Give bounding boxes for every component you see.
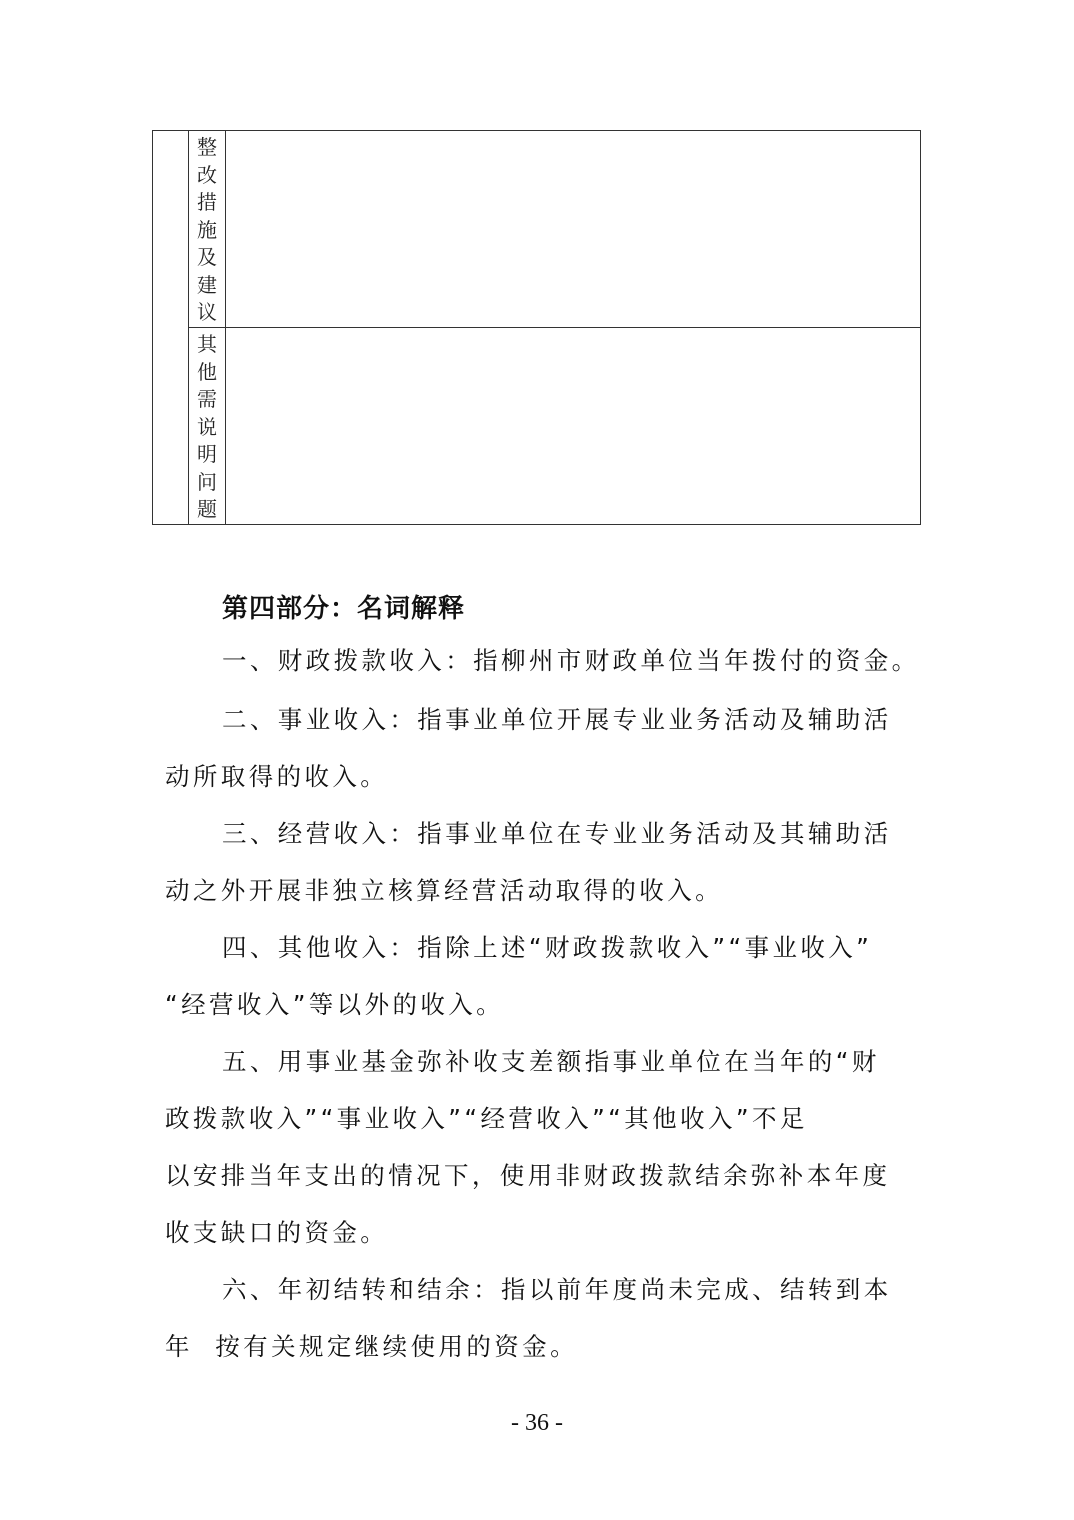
table-row-other-issues xyxy=(189,328,920,524)
row-label-char: 明 xyxy=(197,442,217,466)
row-label-char: 说 xyxy=(197,414,217,439)
row-label-char: 整 xyxy=(197,135,217,159)
glossary-paragraph xyxy=(165,1033,915,1261)
section-heading: 第四部分：名词解释 xyxy=(222,594,466,624)
table-left-margin-column xyxy=(153,131,189,524)
glossary-paragraph xyxy=(165,805,915,919)
row-label-char: 及 xyxy=(197,245,217,269)
row-label-char: 题 xyxy=(197,497,217,521)
row-label-char: 需 xyxy=(197,387,217,411)
glossary-paragraph xyxy=(165,1261,915,1375)
paragraph-line: 六、年初结转和结余：指以前年度尚未完成、结转到本 xyxy=(222,1275,892,1304)
paragraph-line: 年 按有关规定继续使用的资金。 xyxy=(165,1332,578,1361)
paragraph-line: 五、用事业基金弥补收支差额指事业单位在当年的“财 xyxy=(222,1047,880,1076)
paragraph-line: 动之外开展非独立核算经营活动取得的收入。 xyxy=(165,876,723,905)
row-label-char: 他 xyxy=(197,359,217,384)
form-table xyxy=(152,130,921,525)
paragraph-line: “经营收入”等以外的收入。 xyxy=(165,990,505,1019)
row-label-char: 改 xyxy=(197,162,217,187)
page-number: - 36 - xyxy=(511,1410,563,1436)
glossary-paragraph xyxy=(165,691,915,805)
glossary-section xyxy=(165,587,920,1375)
glossary-paragraph xyxy=(165,631,920,691)
row-label-char: 议 xyxy=(197,300,217,324)
row-label-char: 问 xyxy=(197,469,217,494)
glossary-paragraph xyxy=(165,919,915,1033)
row-label-rectification-measures xyxy=(189,131,226,327)
paragraph-line: 四、其他收入：指除上述“财政拨款收入”“事业收入” xyxy=(222,933,873,962)
row-label-char: 其 xyxy=(197,332,217,356)
paragraph-line: 二、事业收入：指事业单位开展专业业务活动及辅助活 xyxy=(222,705,892,734)
paragraph-line: 收支缺口的资金。 xyxy=(165,1218,389,1247)
row-label-char: 建 xyxy=(197,272,217,297)
paragraph-line: 一、财政拨款收入：指柳州市财政单位当年拨付的资金。 xyxy=(222,646,920,675)
row-content-other-issues xyxy=(226,328,920,524)
row-content-rectification-measures xyxy=(226,131,920,327)
paragraph-line: 以安排当年支出的情况下，使用非财政拨款结余弥补本年度 xyxy=(165,1161,891,1190)
row-label-char: 措 xyxy=(197,190,217,214)
row-label-char: 施 xyxy=(197,217,217,242)
table-row-rectification-measures xyxy=(189,131,920,328)
paragraph-line: 三、经营收入：指事业单位在专业业务活动及其辅助活 xyxy=(222,819,892,848)
paragraph-line: 政拨款收入”“事业收入”“经营收入”“其他收入”不足 xyxy=(165,1104,808,1133)
row-label-other-issues xyxy=(189,328,226,524)
paragraph-line: 动所取得的收入。 xyxy=(165,762,389,791)
